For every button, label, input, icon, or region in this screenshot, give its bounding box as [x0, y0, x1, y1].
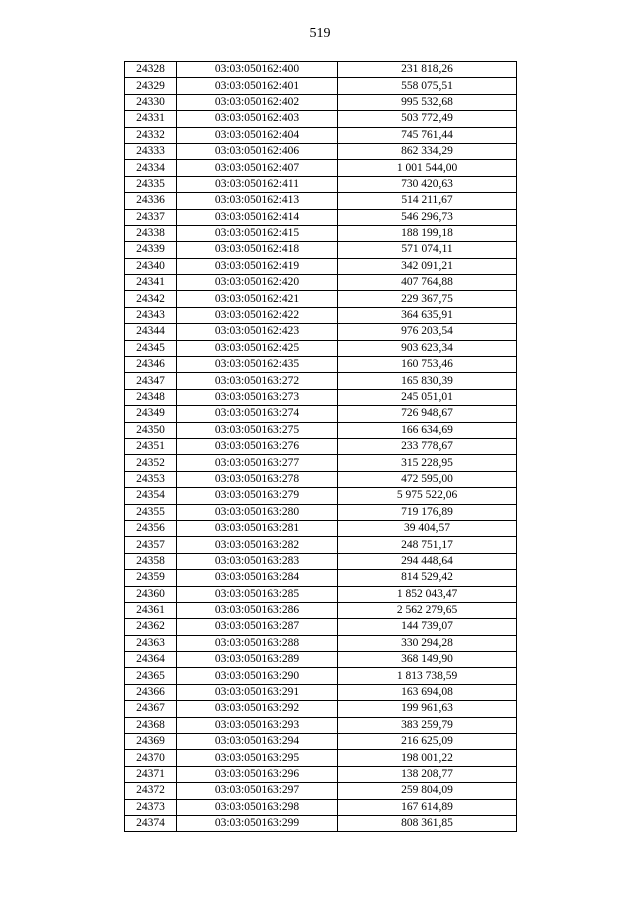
- value-cell: 198 001,22: [338, 750, 517, 766]
- value-cell: 315 228,95: [338, 455, 517, 471]
- cadastral-number-cell: 03:03:050162:400: [177, 62, 338, 78]
- cadastral-number-cell: 03:03:050163:283: [177, 553, 338, 569]
- value-cell: 546 296,73: [338, 209, 517, 225]
- cadastral-number-cell: 03:03:050163:284: [177, 570, 338, 586]
- table-row: [125, 62, 517, 78]
- row-number-cell: 24362: [125, 619, 177, 635]
- table-row: [125, 209, 517, 225]
- cadastral-number-cell: 03:03:050163:279: [177, 488, 338, 504]
- value-cell: 231 818,26: [338, 62, 517, 78]
- value-cell: 5 975 522,06: [338, 488, 517, 504]
- row-number-cell: 24357: [125, 537, 177, 553]
- table-row: [125, 815, 517, 831]
- value-cell: 814 529,42: [338, 570, 517, 586]
- table-body: [125, 62, 517, 832]
- value-cell: 163 694,08: [338, 684, 517, 700]
- value-cell: 903 623,34: [338, 340, 517, 356]
- row-number-cell: 24356: [125, 520, 177, 536]
- table-row: [125, 340, 517, 356]
- row-number-cell: 24334: [125, 160, 177, 176]
- value-cell: 571 074,11: [338, 242, 517, 258]
- row-number-cell: 24358: [125, 553, 177, 569]
- table-row: [125, 242, 517, 258]
- cadastral-number-cell: 03:03:050163:274: [177, 406, 338, 422]
- table-row: [125, 619, 517, 635]
- table-row: [125, 570, 517, 586]
- value-cell: 472 595,00: [338, 471, 517, 487]
- row-number-cell: 24329: [125, 78, 177, 94]
- table-row: [125, 717, 517, 733]
- value-cell: 558 075,51: [338, 78, 517, 94]
- row-number-cell: 24351: [125, 438, 177, 454]
- cadastral-number-cell: 03:03:050163:297: [177, 783, 338, 799]
- value-cell: 808 361,85: [338, 815, 517, 831]
- cadastral-number-cell: 03:03:050163:282: [177, 537, 338, 553]
- row-number-cell: 24359: [125, 570, 177, 586]
- cadastral-number-cell: 03:03:050162:420: [177, 275, 338, 291]
- value-cell: 188 199,18: [338, 225, 517, 241]
- value-cell: 368 149,90: [338, 652, 517, 668]
- row-number-cell: 24340: [125, 258, 177, 274]
- value-cell: 165 830,39: [338, 373, 517, 389]
- table-row: [125, 111, 517, 127]
- cadastral-number-cell: 03:03:050163:294: [177, 734, 338, 750]
- table-row: [125, 766, 517, 782]
- value-cell: 248 751,17: [338, 537, 517, 553]
- table-row: [125, 143, 517, 159]
- row-number-cell: 24343: [125, 307, 177, 323]
- cadastral-number-cell: 03:03:050162:419: [177, 258, 338, 274]
- cadastral-number-cell: 03:03:050163:290: [177, 668, 338, 684]
- table-row: [125, 307, 517, 323]
- value-cell: 160 753,46: [338, 357, 517, 373]
- cadastral-number-cell: 03:03:050162:401: [177, 78, 338, 94]
- value-cell: 144 739,07: [338, 619, 517, 635]
- cadastral-number-cell: 03:03:050163:295: [177, 750, 338, 766]
- value-cell: 1 813 738,59: [338, 668, 517, 684]
- cadastral-number-cell: 03:03:050163:277: [177, 455, 338, 471]
- row-number-cell: 24337: [125, 209, 177, 225]
- table-row: [125, 275, 517, 291]
- cadastral-number-cell: 03:03:050163:275: [177, 422, 338, 438]
- row-number-cell: 24331: [125, 111, 177, 127]
- table-row: [125, 471, 517, 487]
- table-row: [125, 193, 517, 209]
- table-row: [125, 438, 517, 454]
- value-cell: 726 948,67: [338, 406, 517, 422]
- value-cell: 342 091,21: [338, 258, 517, 274]
- table-row: [125, 783, 517, 799]
- table-row: [125, 176, 517, 192]
- table-row: [125, 422, 517, 438]
- cadastral-number-cell: 03:03:050163:273: [177, 389, 338, 405]
- table-row: [125, 668, 517, 684]
- row-number-cell: 24372: [125, 783, 177, 799]
- table-row: [125, 127, 517, 143]
- table-row: [125, 537, 517, 553]
- row-number-cell: 24374: [125, 815, 177, 831]
- value-cell: 719 176,89: [338, 504, 517, 520]
- table-row: [125, 373, 517, 389]
- cadastral-number-cell: 03:03:050162:418: [177, 242, 338, 258]
- row-number-cell: 24339: [125, 242, 177, 258]
- row-number-cell: 24354: [125, 488, 177, 504]
- table-row: [125, 734, 517, 750]
- value-cell: 138 208,77: [338, 766, 517, 782]
- cadastral-number-cell: 03:03:050163:298: [177, 799, 338, 815]
- row-number-cell: 24344: [125, 324, 177, 340]
- cadastral-number-cell: 03:03:050163:291: [177, 684, 338, 700]
- cadastral-number-cell: 03:03:050163:280: [177, 504, 338, 520]
- table-row: [125, 750, 517, 766]
- cadastral-number-cell: 03:03:050163:276: [177, 438, 338, 454]
- row-number-cell: 24335: [125, 176, 177, 192]
- table-row: [125, 504, 517, 520]
- row-number-cell: 24352: [125, 455, 177, 471]
- row-number-cell: 24349: [125, 406, 177, 422]
- row-number-cell: 24355: [125, 504, 177, 520]
- value-cell: 514 211,67: [338, 193, 517, 209]
- value-cell: 2 562 279,65: [338, 602, 517, 618]
- row-number-cell: 24342: [125, 291, 177, 307]
- value-cell: 167 614,89: [338, 799, 517, 815]
- cadastral-number-cell: 03:03:050162:407: [177, 160, 338, 176]
- row-number-cell: 24333: [125, 143, 177, 159]
- cadastral-number-cell: 03:03:050162:413: [177, 193, 338, 209]
- value-cell: 1 852 043,47: [338, 586, 517, 602]
- value-cell: 745 761,44: [338, 127, 517, 143]
- row-number-cell: 24347: [125, 373, 177, 389]
- value-cell: 216 625,09: [338, 734, 517, 750]
- value-cell: 862 334,29: [338, 143, 517, 159]
- row-number-cell: 24369: [125, 734, 177, 750]
- cadastral-number-cell: 03:03:050163:292: [177, 701, 338, 717]
- table-row: [125, 635, 517, 651]
- cadastral-number-cell: 03:03:050162:422: [177, 307, 338, 323]
- cadastral-number-cell: 03:03:050163:287: [177, 619, 338, 635]
- row-number-cell: 24367: [125, 701, 177, 717]
- data-table: [124, 61, 517, 832]
- row-number-cell: 24373: [125, 799, 177, 815]
- cadastral-number-cell: 03:03:050163:288: [177, 635, 338, 651]
- table-row: [125, 324, 517, 340]
- value-cell: 364 635,91: [338, 307, 517, 323]
- row-number-cell: 24348: [125, 389, 177, 405]
- row-number-cell: 24366: [125, 684, 177, 700]
- cadastral-number-cell: 03:03:050162:414: [177, 209, 338, 225]
- table-row: [125, 602, 517, 618]
- value-cell: 245 051,01: [338, 389, 517, 405]
- table-row: [125, 488, 517, 504]
- row-number-cell: 24350: [125, 422, 177, 438]
- table-row: [125, 406, 517, 422]
- row-number-cell: 24368: [125, 717, 177, 733]
- row-number-cell: 24360: [125, 586, 177, 602]
- cadastral-number-cell: 03:03:050163:296: [177, 766, 338, 782]
- table-row: [125, 225, 517, 241]
- cadastral-number-cell: 03:03:050162:402: [177, 94, 338, 110]
- value-cell: 383 259,79: [338, 717, 517, 733]
- value-cell: 166 634,69: [338, 422, 517, 438]
- table-row: [125, 652, 517, 668]
- value-cell: 330 294,28: [338, 635, 517, 651]
- cadastral-number-cell: 03:03:050163:293: [177, 717, 338, 733]
- table-row: [125, 291, 517, 307]
- value-cell: 503 772,49: [338, 111, 517, 127]
- value-cell: 199 961,63: [338, 701, 517, 717]
- cadastral-number-cell: 03:03:050162:411: [177, 176, 338, 192]
- cadastral-number-cell: 03:03:050163:281: [177, 520, 338, 536]
- cadastral-number-cell: 03:03:050163:289: [177, 652, 338, 668]
- value-cell: 39 404,57: [338, 520, 517, 536]
- cadastral-number-cell: 03:03:050162:403: [177, 111, 338, 127]
- table-row: [125, 258, 517, 274]
- value-cell: 976 203,54: [338, 324, 517, 340]
- table-row: [125, 94, 517, 110]
- table-row: [125, 684, 517, 700]
- row-number-cell: 24328: [125, 62, 177, 78]
- table-row: [125, 455, 517, 471]
- cadastral-number-cell: 03:03:050162:423: [177, 324, 338, 340]
- value-cell: 730 420,63: [338, 176, 517, 192]
- value-cell: 229 367,75: [338, 291, 517, 307]
- cadastral-number-cell: 03:03:050162:425: [177, 340, 338, 356]
- value-cell: 294 448,64: [338, 553, 517, 569]
- row-number-cell: 24345: [125, 340, 177, 356]
- cadastral-number-cell: 03:03:050163:272: [177, 373, 338, 389]
- table-row: [125, 520, 517, 536]
- table-row: [125, 799, 517, 815]
- cadastral-number-cell: 03:03:050163:285: [177, 586, 338, 602]
- row-number-cell: 24353: [125, 471, 177, 487]
- table-row: [125, 553, 517, 569]
- value-cell: 407 764,88: [338, 275, 517, 291]
- table-row: [125, 701, 517, 717]
- cadastral-number-cell: 03:03:050162:415: [177, 225, 338, 241]
- row-number-cell: 24338: [125, 225, 177, 241]
- table-row: [125, 78, 517, 94]
- cadastral-number-cell: 03:03:050162:404: [177, 127, 338, 143]
- page-number: 519: [309, 26, 331, 41]
- row-number-cell: 24361: [125, 602, 177, 618]
- value-cell: 1 001 544,00: [338, 160, 517, 176]
- row-number-cell: 24346: [125, 357, 177, 373]
- row-number-cell: 24371: [125, 766, 177, 782]
- cadastral-number-cell: 03:03:050162:406: [177, 143, 338, 159]
- value-cell: 259 804,09: [338, 783, 517, 799]
- row-number-cell: 24332: [125, 127, 177, 143]
- cadastral-number-cell: 03:03:050163:286: [177, 602, 338, 618]
- row-number-cell: 24363: [125, 635, 177, 651]
- cadastral-number-cell: 03:03:050162:435: [177, 357, 338, 373]
- value-cell: 233 778,67: [338, 438, 517, 454]
- row-number-cell: 24365: [125, 668, 177, 684]
- cadastral-number-cell: 03:03:050162:421: [177, 291, 338, 307]
- value-cell: 995 532,68: [338, 94, 517, 110]
- row-number-cell: 24370: [125, 750, 177, 766]
- row-number-cell: 24364: [125, 652, 177, 668]
- cadastral-number-cell: 03:03:050163:278: [177, 471, 338, 487]
- table-row: [125, 586, 517, 602]
- table-row: [125, 389, 517, 405]
- row-number-cell: 24341: [125, 275, 177, 291]
- table-row: [125, 357, 517, 373]
- table-row: [125, 160, 517, 176]
- cadastral-number-cell: 03:03:050163:299: [177, 815, 338, 831]
- row-number-cell: 24330: [125, 94, 177, 110]
- row-number-cell: 24336: [125, 193, 177, 209]
